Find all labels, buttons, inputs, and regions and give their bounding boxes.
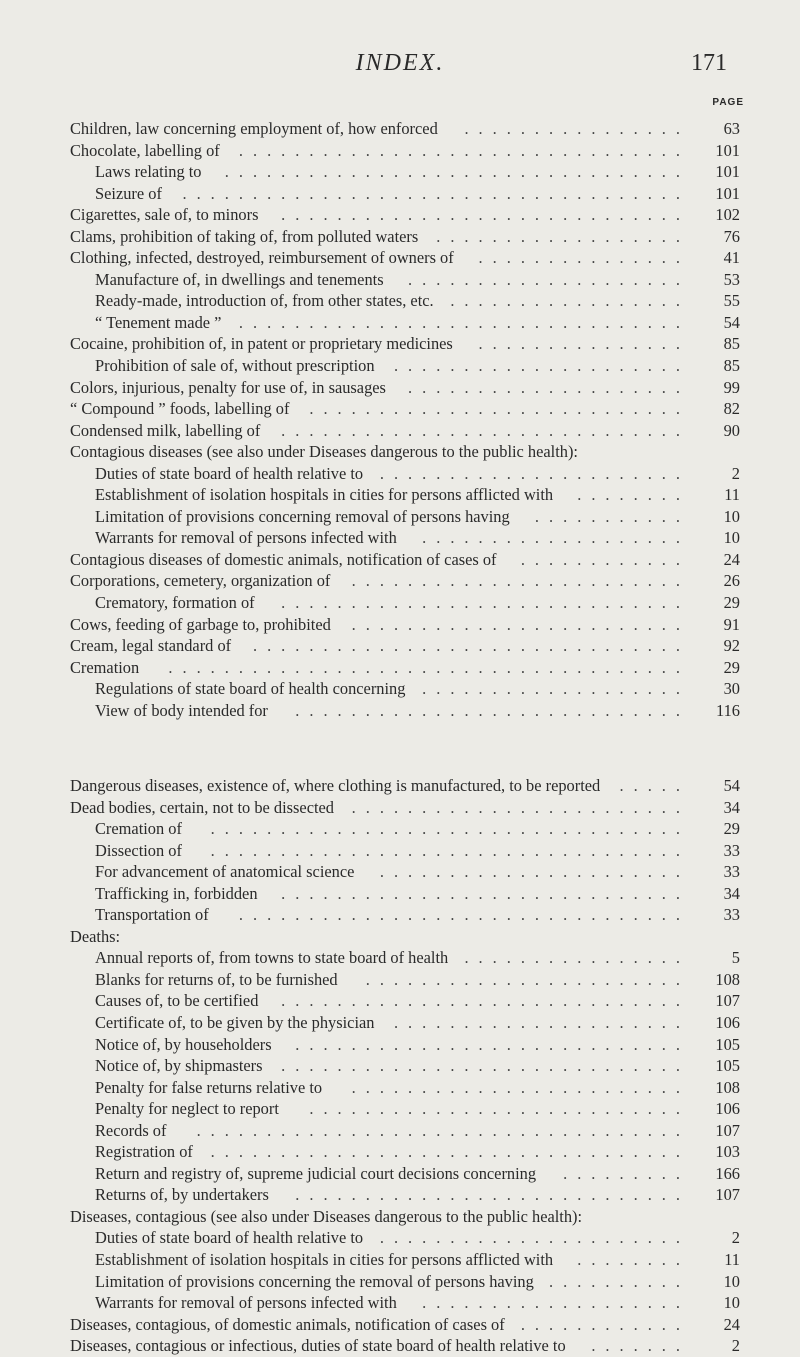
index-entry <box>0 355 800 377</box>
index-entry <box>0 1163 800 1185</box>
leader-dots: .......... <box>549 1271 690 1291</box>
index-entry-text: Limitation of provisions concerning removal of persons having <box>95 506 510 526</box>
index-entry-text: Colors, injurious, penalty for use of, in sausages <box>70 377 386 397</box>
index-entry <box>0 269 800 291</box>
leader-dots: ............................. <box>281 420 690 440</box>
index-entry <box>0 420 800 442</box>
leader-dots: ........ <box>577 1250 690 1270</box>
leader-dots: ............................ <box>295 1185 690 1205</box>
index-entry-page: 29 <box>723 819 740 839</box>
index-entry <box>0 818 800 840</box>
index-entry <box>0 657 800 679</box>
index-entry <box>0 1141 800 1163</box>
index-entry <box>0 161 800 183</box>
index-entry-text: Clams, prohibition of taking of, from polluted waters <box>70 226 419 246</box>
index-entry-page: 106 <box>715 1099 740 1119</box>
leader-dots: ................... <box>422 679 690 699</box>
index-entry <box>0 990 800 1012</box>
index-entry-page: 91 <box>723 614 740 634</box>
index-entry-text: View of body intended for <box>95 700 268 720</box>
index-entry-text: Warrants for removal of persons infected with <box>95 1293 397 1313</box>
index-entry-page: 34 <box>723 797 740 817</box>
index-entry <box>0 290 800 312</box>
index-entry-text: Registration of <box>95 1142 193 1162</box>
index-entry <box>0 678 800 700</box>
index-entry <box>0 570 800 592</box>
index-entry-text: Trafficking in, forbidden <box>95 883 258 903</box>
index-entry-text: Records of <box>95 1120 167 1140</box>
index-entry-text: Penalty for false returns relative to <box>95 1077 323 1097</box>
index-entry-page: 166 <box>715 1163 740 1183</box>
leader-dots: ..................... <box>393 356 690 376</box>
leader-dots: ............................. <box>281 1056 690 1076</box>
index-entry-text: Dead bodies, certain, not to be dissected <box>70 797 334 817</box>
index-entry-text: Notice of, by shipmasters <box>95 1056 263 1076</box>
index-entry <box>0 614 800 636</box>
index-entry-page: 101 <box>715 183 740 203</box>
index-entry-text: Diseases, contagious or infectious, duties of state board of health relative to <box>70 1336 566 1356</box>
index-entry <box>0 926 800 948</box>
leader-dots: ............................. <box>281 205 690 225</box>
index-section-c <box>0 118 800 721</box>
leader-dots: ................... <box>422 528 690 548</box>
index-entry <box>0 118 800 140</box>
index-entry-page: 11 <box>724 1250 740 1270</box>
leader-dots: ............................ <box>295 700 690 720</box>
index-entry <box>0 1120 800 1142</box>
index-entry-text: Diseases, contagious (see also under Diseases dangerous to the public health): <box>70 1206 583 1226</box>
leader-dots: ................................... <box>196 1120 690 1140</box>
index-entry-text: Crematory, formation of <box>95 593 255 613</box>
index-entry-page: 29 <box>723 657 740 677</box>
index-entry-page: 54 <box>723 776 740 795</box>
index-entry-page: 107 <box>715 1120 740 1140</box>
index-entry-page: 102 <box>715 205 740 225</box>
index-entry-page: 11 <box>724 485 740 505</box>
index-entry <box>0 1098 800 1120</box>
index-entry-text: Children, law concerning employment of, how enforced <box>70 119 438 138</box>
index-entry-page: 63 <box>723 119 740 138</box>
index-entry-page: 10 <box>723 1271 740 1291</box>
index-entry-page: 108 <box>715 1077 740 1097</box>
index-entry <box>0 1271 800 1293</box>
index-entry <box>0 775 800 797</box>
index-entry-page: 107 <box>715 991 740 1011</box>
leader-dots: .................................... <box>182 183 690 203</box>
index-entry-text: Ready-made, introduction of, from other states, etc. <box>95 291 434 311</box>
index-entry <box>0 635 800 657</box>
index-entry <box>0 1227 800 1249</box>
index-entry-text: Cremation of <box>95 819 182 839</box>
index-entry <box>0 1292 800 1314</box>
index-entry-page: 82 <box>723 399 740 419</box>
index-entry-text: Warrants for removal of persons infected with <box>95 528 397 548</box>
index-entry <box>0 549 800 571</box>
index-entry-text: Cremation <box>70 657 140 677</box>
leader-dots: ............................ <box>295 1034 690 1054</box>
index-entry-page: 29 <box>723 593 740 613</box>
index-entry-page: 108 <box>715 969 740 989</box>
index-entry-text: Cigarettes, sale of, to minors <box>70 205 259 225</box>
index-entry-text: Prohibition of sale of, without prescription <box>95 356 375 376</box>
index-entry-page: 105 <box>715 1034 740 1054</box>
index-entry <box>0 861 800 883</box>
index-entry <box>0 797 800 819</box>
index-entry-text: Clothing, infected, destroyed, reimbursement of owners of <box>70 248 454 268</box>
index-entry-page: 85 <box>723 334 740 354</box>
index-entry <box>0 312 800 334</box>
index-entry-text: Penalty for neglect to report <box>95 1099 279 1119</box>
index-entry-page: 107 <box>715 1185 740 1205</box>
index-entry-page: 34 <box>723 883 740 903</box>
leader-dots: ............... <box>478 334 690 354</box>
leader-dots: ........... <box>534 506 690 526</box>
index-entry-page: 24 <box>723 549 740 569</box>
page-title: INDEX. <box>355 50 445 76</box>
index-entry-page: 41 <box>723 248 740 268</box>
index-entry-page: 53 <box>723 269 740 289</box>
index-entry-text: “ Compound ” foods, labelling of <box>70 399 290 419</box>
index-entry <box>0 1077 800 1099</box>
leader-dots: ............................. <box>281 593 690 613</box>
index-entry <box>0 247 800 269</box>
index-entry-page: 2 <box>731 1336 740 1356</box>
index-entry-page: 103 <box>715 1142 740 1162</box>
index-entry-text: Seizure of <box>95 183 162 203</box>
index-entry <box>0 1012 800 1034</box>
index-entry <box>0 700 800 722</box>
index-entry <box>0 333 800 355</box>
index-entry-page: 2 <box>731 1228 740 1248</box>
index-entry-page: 90 <box>723 420 740 440</box>
index-entry <box>0 527 800 549</box>
index-entry <box>0 1184 800 1206</box>
leader-dots: .................................. <box>210 840 690 860</box>
index-entry-text: Establishment of isolation hospitals in cities for persons afflicted with <box>95 1250 554 1270</box>
index-entry <box>0 183 800 205</box>
leader-dots: ................. <box>450 291 690 311</box>
index-entry-page: 33 <box>723 905 740 925</box>
index-section-d <box>0 775 800 1357</box>
leader-dots: .................. <box>436 226 690 246</box>
index-entry-text: Returns of, by undertakers <box>95 1185 269 1205</box>
index-entry-text: Dangerous diseases, existence of, where clothing is manufactured, to be reported <box>70 776 601 795</box>
index-entry-text: Corporations, cemetery, organization of <box>70 571 331 591</box>
index-entry-text: Condensed milk, labelling of <box>70 420 261 440</box>
index-entry-page: 99 <box>723 377 740 397</box>
index-entry-text: Establishment of isolation hospitals in cities for persons afflicted with <box>95 485 554 505</box>
index-entry <box>0 904 800 926</box>
leader-dots: ..................................... <box>168 657 690 677</box>
leader-dots: .................... <box>408 269 690 289</box>
index-entry-text: Contagious diseases (see also under Diseases dangerous to the public health): <box>70 442 578 462</box>
index-entry-text: Laws relating to <box>95 162 202 182</box>
leader-dots: ................................. <box>224 162 690 182</box>
leader-dots: ........................ <box>351 797 690 817</box>
index-entry <box>0 1206 800 1228</box>
index-entry-page: 55 <box>723 291 740 311</box>
index-entry-page: 30 <box>723 679 740 699</box>
index-entry <box>0 969 800 991</box>
index-entry-text: Cocaine, prohibition of, in patent or proprietary medicines <box>70 334 453 354</box>
index-entry-text: Deaths: <box>70 926 121 946</box>
index-entry-text: Certificate of, to be given by the physician <box>95 1013 375 1033</box>
leader-dots: ........................ <box>351 571 690 591</box>
index-entry-text: Diseases, contagious, of domestic animals, notification of cases of <box>70 1314 505 1334</box>
leader-dots: .................................. <box>210 819 690 839</box>
index-entry <box>0 840 800 862</box>
leader-dots: ...................... <box>379 862 690 882</box>
index-entry-page: 106 <box>715 1013 740 1033</box>
index-entry <box>0 1314 800 1336</box>
index-entry-page: 116 <box>716 700 740 720</box>
leader-dots: ........ <box>577 485 690 505</box>
leader-dots: ........................ <box>351 1077 690 1097</box>
index-entry-text: Manufacture of, in dwellings and tenements <box>95 269 384 289</box>
leader-dots: ................ <box>464 948 690 968</box>
index-entry <box>0 204 800 226</box>
index-entry-page: 26 <box>723 571 740 591</box>
leader-dots: ............ <box>520 1314 690 1334</box>
index-entry <box>0 226 800 248</box>
leader-dots: ............ <box>520 549 690 569</box>
leader-dots: ....................... <box>365 969 690 989</box>
leader-dots: .................................. <box>210 1142 690 1162</box>
index-entry-page: 101 <box>715 162 740 182</box>
leader-dots: ............... <box>478 248 690 268</box>
index-entry-text: Chocolate, labelling of <box>70 140 220 160</box>
leader-dots: ........................ <box>351 614 690 634</box>
page-column-label: PAGE <box>712 97 744 108</box>
index-entry-page: 10 <box>723 506 740 526</box>
index-entry-text: Annual reports of, from towns to state board of health <box>95 948 449 968</box>
page-number: 171 <box>691 50 727 76</box>
leader-dots: ..................... <box>393 1013 690 1033</box>
index-entry <box>0 592 800 614</box>
leader-dots: ....... <box>591 1336 690 1356</box>
index-entry-page: 101 <box>715 140 740 160</box>
index-entry-page: 85 <box>723 356 740 376</box>
leader-dots: ................................ <box>238 905 690 925</box>
index-entry-text: Cows, feeding of garbage to, prohibited <box>70 614 331 634</box>
leader-dots: .................... <box>408 377 690 397</box>
index-entry-page: 54 <box>723 312 740 332</box>
index-entry-text: Duties of state board of health relative to <box>95 463 364 483</box>
index-entry-text: Contagious diseases of domestic animals, notification of cases of <box>70 549 497 569</box>
index-entry <box>0 441 800 463</box>
index-entry-text: Blanks for returns of, to be furnished <box>95 969 338 989</box>
index-entry-page: 33 <box>723 862 740 882</box>
index-entry-text: Duties of state board of health relative to <box>95 1228 364 1248</box>
index-entry <box>0 1055 800 1077</box>
index-entry-text: For advancement of anatomical science <box>95 862 355 882</box>
leader-dots: ................... <box>422 1293 690 1313</box>
index-entry <box>0 883 800 905</box>
index-entry <box>0 947 800 969</box>
index-entry-page: 5 <box>731 948 740 968</box>
leader-dots: ...................... <box>379 1228 690 1248</box>
index-entry-text: Cream, legal standard of <box>70 636 232 656</box>
index-entry <box>0 377 800 399</box>
index-entry <box>0 484 800 506</box>
index-entry-page: 76 <box>723 226 740 246</box>
index-entry <box>0 1249 800 1271</box>
leader-dots: ................................ <box>238 312 690 332</box>
leader-dots: ......... <box>563 1163 690 1183</box>
index-entry-page: 10 <box>723 1293 740 1313</box>
index-entry <box>0 398 800 420</box>
leader-dots: ................................ <box>238 140 690 160</box>
index-entry <box>0 463 800 485</box>
leader-dots: ...................... <box>379 463 690 483</box>
leader-dots: ............................... <box>252 636 690 656</box>
leader-dots: ........................... <box>309 399 690 419</box>
leader-dots: ........................... <box>309 1099 690 1119</box>
index-entry-page: 92 <box>723 636 740 656</box>
index-entry <box>0 140 800 162</box>
index-entry-text: Transportation of <box>95 905 209 925</box>
index-entry-text: Regulations of state board of health concerning <box>95 679 406 699</box>
index-entry-page: 2 <box>731 463 740 483</box>
index-entry-text: Causes of, to be certified <box>95 991 259 1011</box>
index-entry-page: 105 <box>715 1056 740 1076</box>
index-entry-text: “ Tenement made ” <box>95 312 222 332</box>
index-entry-text: Return and registry of, supreme judicial court decisions concerning <box>95 1163 537 1183</box>
leader-dots: ............................. <box>281 883 690 903</box>
index-entry-text: Dissection of <box>95 840 182 860</box>
index-entry <box>0 506 800 528</box>
leader-dots: ..... <box>619 776 690 795</box>
index-entry-page: 24 <box>723 1314 740 1334</box>
leader-dots: ................ <box>464 119 690 138</box>
index-entry-text: Limitation of provisions concerning the removal of persons having <box>95 1271 534 1291</box>
index-entry <box>0 1034 800 1056</box>
index-entry-page: 33 <box>723 840 740 860</box>
leader-dots: ............................. <box>281 991 690 1011</box>
page-header <box>0 46 800 82</box>
index-entry-text: Notice of, by householders <box>95 1034 272 1054</box>
index-entry-page: 10 <box>723 528 740 548</box>
